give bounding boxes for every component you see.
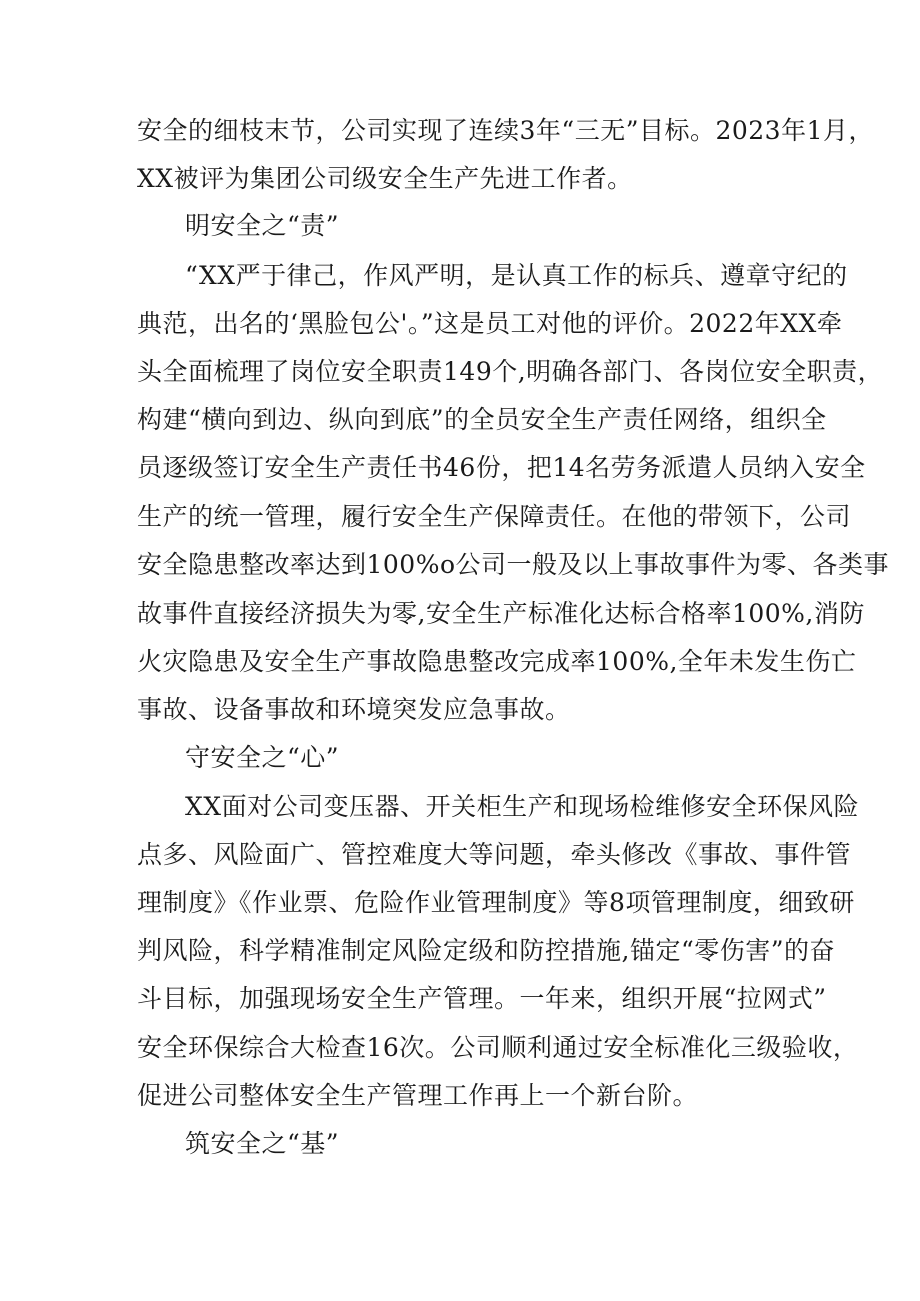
paragraph-line: “XX严于律己，作风严明，是认真工作的标兵、遵章守纪的 bbox=[185, 261, 848, 290]
paragraph-line: 点多、风险面广、管控难度大等问题，牵头修改《事故、事件管 bbox=[137, 840, 852, 869]
paragraph-line: XX被评为集团公司级安全生产先进工作者。 bbox=[137, 164, 633, 193]
paragraph-line: 判风险，科学精准制定风险定级和防控措施,锚定“零伤害”的奋 bbox=[137, 936, 836, 965]
section-heading: 明安全之“责” bbox=[185, 211, 340, 240]
paragraph-line: 构建“横向到边、纵向到底”的全员安全生产责任网络，组织全 bbox=[137, 405, 827, 434]
paragraph-line: 安全环保综合大检查16次。公司顺利通过安全标准化三级验收， bbox=[137, 1033, 859, 1062]
paragraph-line: 事故、设备事故和环境突发应急事故。 bbox=[137, 695, 571, 724]
paragraph-line: 员逐级签订安全生产责任书46份，把14名劳务派遣人员纳入安全 bbox=[137, 453, 866, 482]
section-heading: 筑安全之“基” bbox=[185, 1129, 340, 1158]
paragraph-line: 安全隐患整改率达到100%o公司一般及以上事故事件为零、各类事 bbox=[137, 550, 890, 579]
paragraph-line: 头全面梳理了岗位安全职责149个,明确各部门、各岗位安全职责， bbox=[137, 357, 884, 386]
paragraph-line: 故事件直接经济损失为零,安全生产标准化达标合格率100%,消防 bbox=[137, 599, 865, 628]
paragraph-line: 典范，出名的‘黑脸包公'。”这是员工对他的评价。2022年XX牵 bbox=[137, 309, 843, 338]
paragraph-line: 火灾隐患及安全生产事故隐患整改完成率100%,全年未发生伤亡 bbox=[137, 647, 857, 676]
paragraph-line: 斗目标，加强现场安全生产管理。一年来，组织开展“拉网式” bbox=[137, 984, 827, 1013]
paragraph-line: XX面对公司变压器、开关柜生产和现场检维修安全环保风险 bbox=[185, 792, 860, 821]
paragraph-line: 生产的统一管理，履行安全生产保障责任。在他的带领下，公司 bbox=[137, 502, 852, 531]
paragraph-line: 理制度》《作业票、危险作业管理制度》等8项管理制度，细致研 bbox=[137, 888, 855, 917]
paragraph-line: 促进公司整体安全生产管理工作再上一个新台阶。 bbox=[137, 1081, 699, 1110]
section-heading: 守安全之“心” bbox=[185, 743, 340, 772]
paragraph-line: 安全的细枝末节，公司实现了连续3年“三无”目标。2023年1月， bbox=[137, 116, 874, 145]
